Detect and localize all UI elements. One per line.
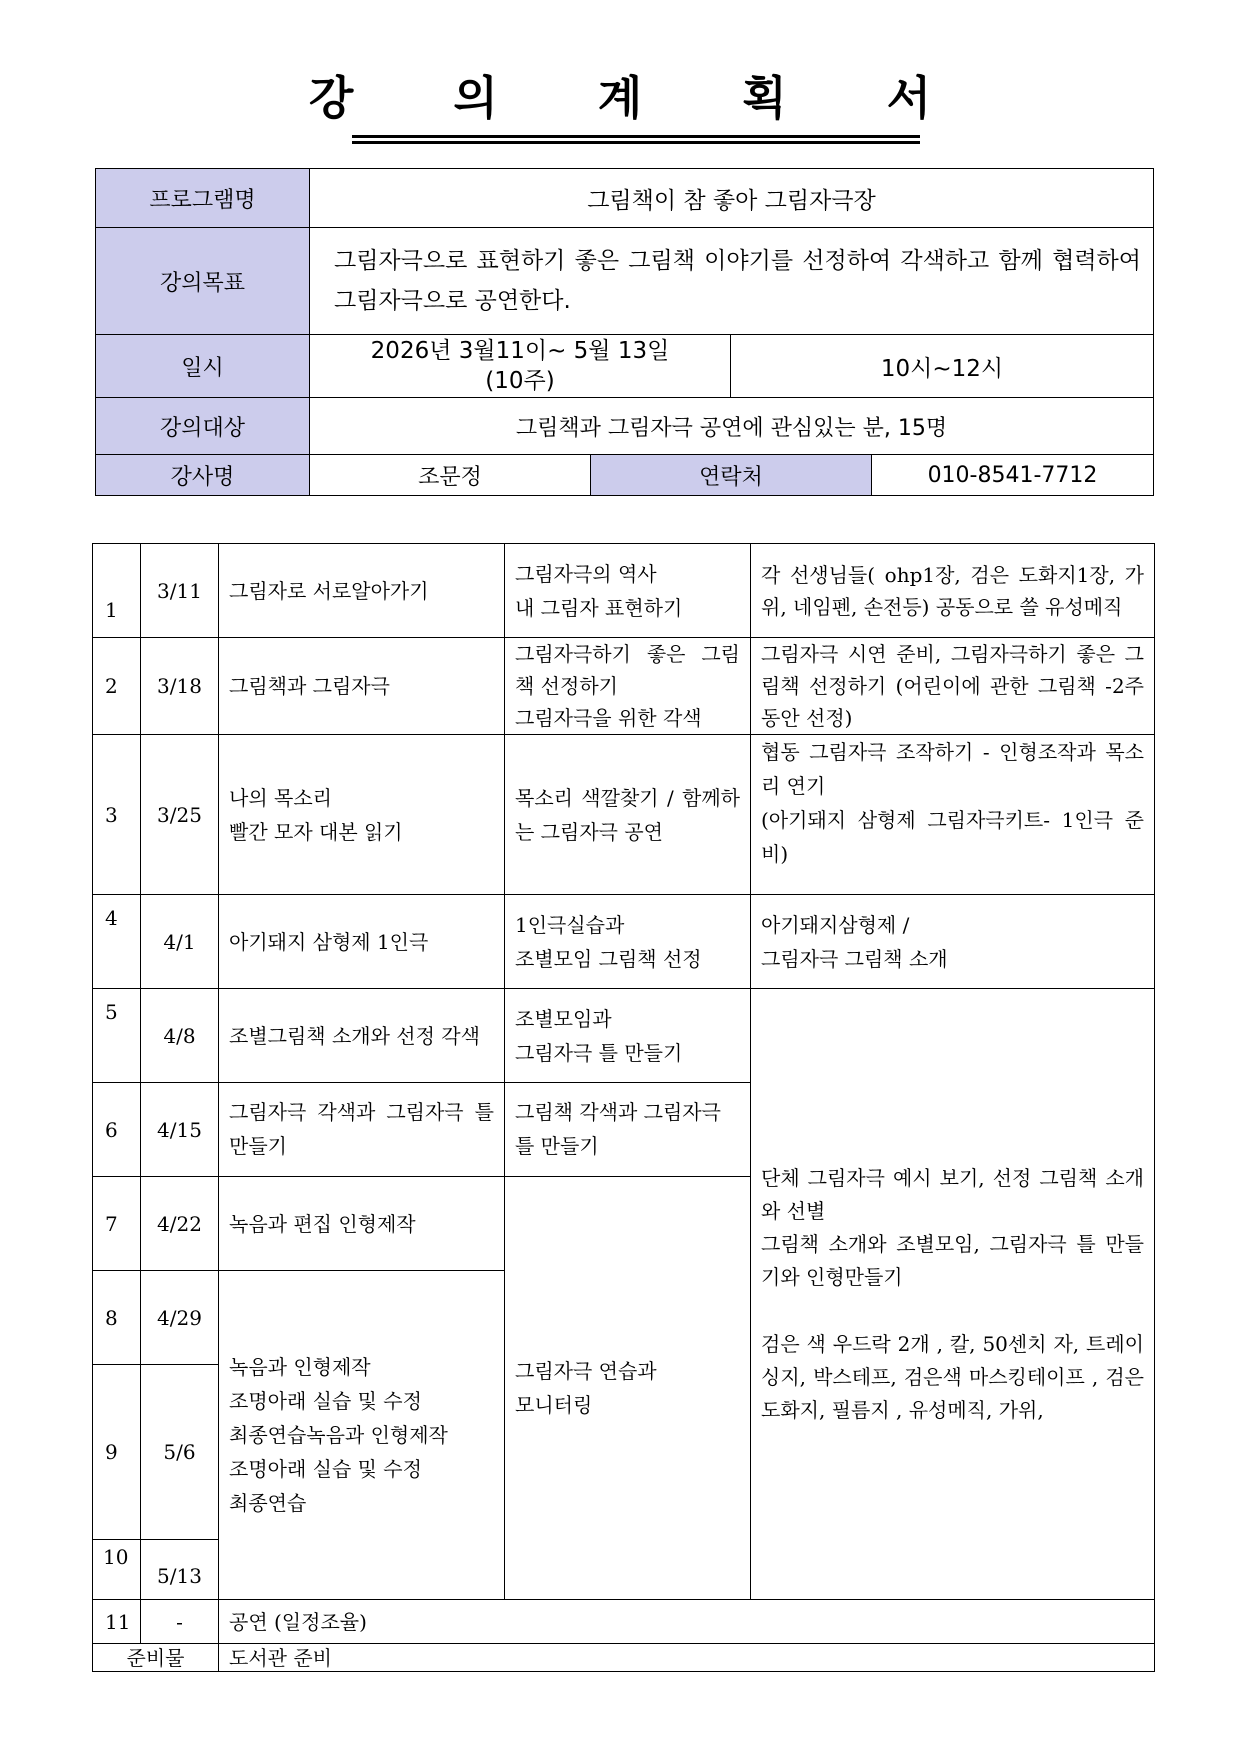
page-title: 강 의 계 획 서 [308,71,974,125]
week-materials: 그림자극 시연 준비, 그림자극하기 좋은 그림책 선정하기 (어린이에 관한 그림책 -2주 동안 선정) [751,638,1155,735]
week-content: 목소리 색깔찾기 / 함께하는 그림자극 공연 [505,735,751,895]
week-date: 4/1 [141,895,219,989]
week-number: 5 [93,989,141,1083]
table-row [93,1600,1155,1644]
materials-line: 검은 색 우드락 2개 , 칼, 50센치 자, 트레이싱지, 박스테프, 검은색 마스킹테이프 , 검은 도화지, 필름지 , 유성메직, 가위, [761,1331,1144,1422]
content-line: 1인극실습과 [515,912,625,937]
table-row [93,544,1155,638]
materials-line: 아기돼지삼형제 / [761,912,910,937]
materials-line: 그림책 소개와 조별모임, 그림자극 틀 만들기와 인형만들기 [761,1231,1144,1289]
week-topic: 아기돼지 삼형제 1인극 [219,895,505,989]
time-value: 10시~12시 [731,335,1154,398]
content-line: 조별모임과 [515,1006,612,1031]
topic-line: 조명아래 실습 및 수정 [229,1389,422,1413]
materials-line: 그림자극 그림책 소개 [761,946,948,971]
date-value: 2026년 3월11이~ 5월 13일 [370,338,670,364]
materials-line: (아기돼지 삼형제 그림자극키트- 1인극 준비) [761,808,1144,866]
topic-line: 나의 목소리 [229,785,332,810]
title-underline [352,135,920,138]
schedule-table [92,543,1155,1672]
content-line: 모니터링 [515,1393,593,1417]
content-line: 그림자극 틀 만들기 [515,1040,683,1065]
week-number: 1 [93,544,141,638]
week-materials [751,735,1155,895]
topic-line: 빨간 모자 대본 읽기 [229,819,403,844]
prep-label: 준비물 [93,1644,219,1672]
program-info-table [95,168,1154,496]
contact-label: 연락처 [591,455,872,496]
week-date: 3/25 [141,735,219,895]
week-date: - [141,1600,219,1644]
content-line: 그림자극 연습과 [515,1359,657,1383]
program-name-value: 그림책이 참 좋아 그림자극장 [310,169,1154,228]
content-line: 내 그림자 표현하기 [515,595,683,620]
week-date: 4/29 [141,1271,219,1365]
week-topic: 그림자로 서로알아가기 [219,544,505,638]
week-date: 5/13 [141,1540,219,1600]
program-name-label: 프로그램명 [96,169,310,228]
week-number: 8 [93,1271,141,1365]
week-number: 3 [93,735,141,895]
week-materials [751,895,1155,989]
instructor-value: 조문정 [310,455,591,496]
topic-line: 최종연습녹음과 인형제작 [229,1423,448,1447]
week-content [505,638,751,735]
week-date: 4/15 [141,1083,219,1177]
shared-topic [219,1271,505,1600]
week-number: 2 [93,638,141,735]
week-date: 4/22 [141,1177,219,1271]
shared-content [505,1177,751,1600]
date-label: 일시 [96,335,310,398]
week-content: 그림책 각색과 그림자극 틀 만들기 [505,1083,751,1177]
week-number: 7 [93,1177,141,1271]
table-row [93,1644,1155,1672]
instructor-label: 강사명 [96,455,310,496]
week-content [505,989,751,1083]
topic-line: 조명아래 실습 및 수정 [229,1457,422,1481]
topic-line: 최종연습 [229,1491,307,1515]
week-content [505,544,751,638]
week-content [505,895,751,989]
week-number: 6 [93,1083,141,1177]
table-row [93,735,1155,895]
content-line: 그림자극하기 좋은 그림책 선정하기 [515,642,740,698]
content-line: 그림자극의 역사 [515,561,657,586]
table-row [93,895,1155,989]
week-date: 3/18 [141,638,219,735]
week-topic: 그림자극 각색과 그림자극 틀 만들기 [219,1083,505,1177]
content-line: 그림자극을 위한 각색 [515,706,702,730]
week-date: 3/11 [141,544,219,638]
week-topic: 그림책과 그림자극 [219,638,505,735]
materials-line: 단체 그림자극 예시 보기, 선정 그림책 소개와 선별 [761,1165,1144,1223]
title-underline-second [352,141,920,144]
table-row [93,989,1155,1083]
contact-value: 010-8541-7712 [872,455,1154,496]
week-number: 9 [93,1365,141,1540]
date-value-cell [310,335,731,398]
prep-value: 도서관 준비 [219,1644,1155,1672]
goal-value: 그림자극으로 표현하기 좋은 그림책 이야기를 선정하여 각색하고 함께 협력하여 그림자극으로 공연한다. [310,228,1154,335]
table-row [93,638,1155,735]
week-topic: 조별그림책 소개와 선정 각색 [219,989,505,1083]
date-weeks: (10주) [485,368,555,394]
week-number: 4 [93,895,141,989]
topic-line: 녹음과 인형제작 [229,1355,371,1379]
week-number: 11 [93,1600,141,1644]
materials-line: 협동 그림자극 조작하기 - 인형조작과 목소리 연기 [761,740,1144,798]
week-date: 5/6 [141,1365,219,1540]
shared-materials [751,989,1155,1600]
week-topic [219,735,505,895]
target-label: 강의대상 [96,398,310,455]
week-number: 10 [93,1540,141,1600]
target-value: 그림책과 그림자극 공연에 관심있는 분, 15명 [310,398,1154,455]
week-topic: 녹음과 편집 인형제작 [219,1177,505,1271]
goal-label: 강의목표 [96,228,310,335]
content-line: 조별모임 그림책 선정 [515,946,702,971]
week-topic: 공연 (일정조율) [219,1600,1155,1644]
week-date: 4/8 [141,989,219,1083]
week-materials: 각 선생님들( ohp1장, 검은 도화지1장, 가위, 네임펜, 손전등) 공동으로 쓸 유성메직 [751,544,1155,638]
